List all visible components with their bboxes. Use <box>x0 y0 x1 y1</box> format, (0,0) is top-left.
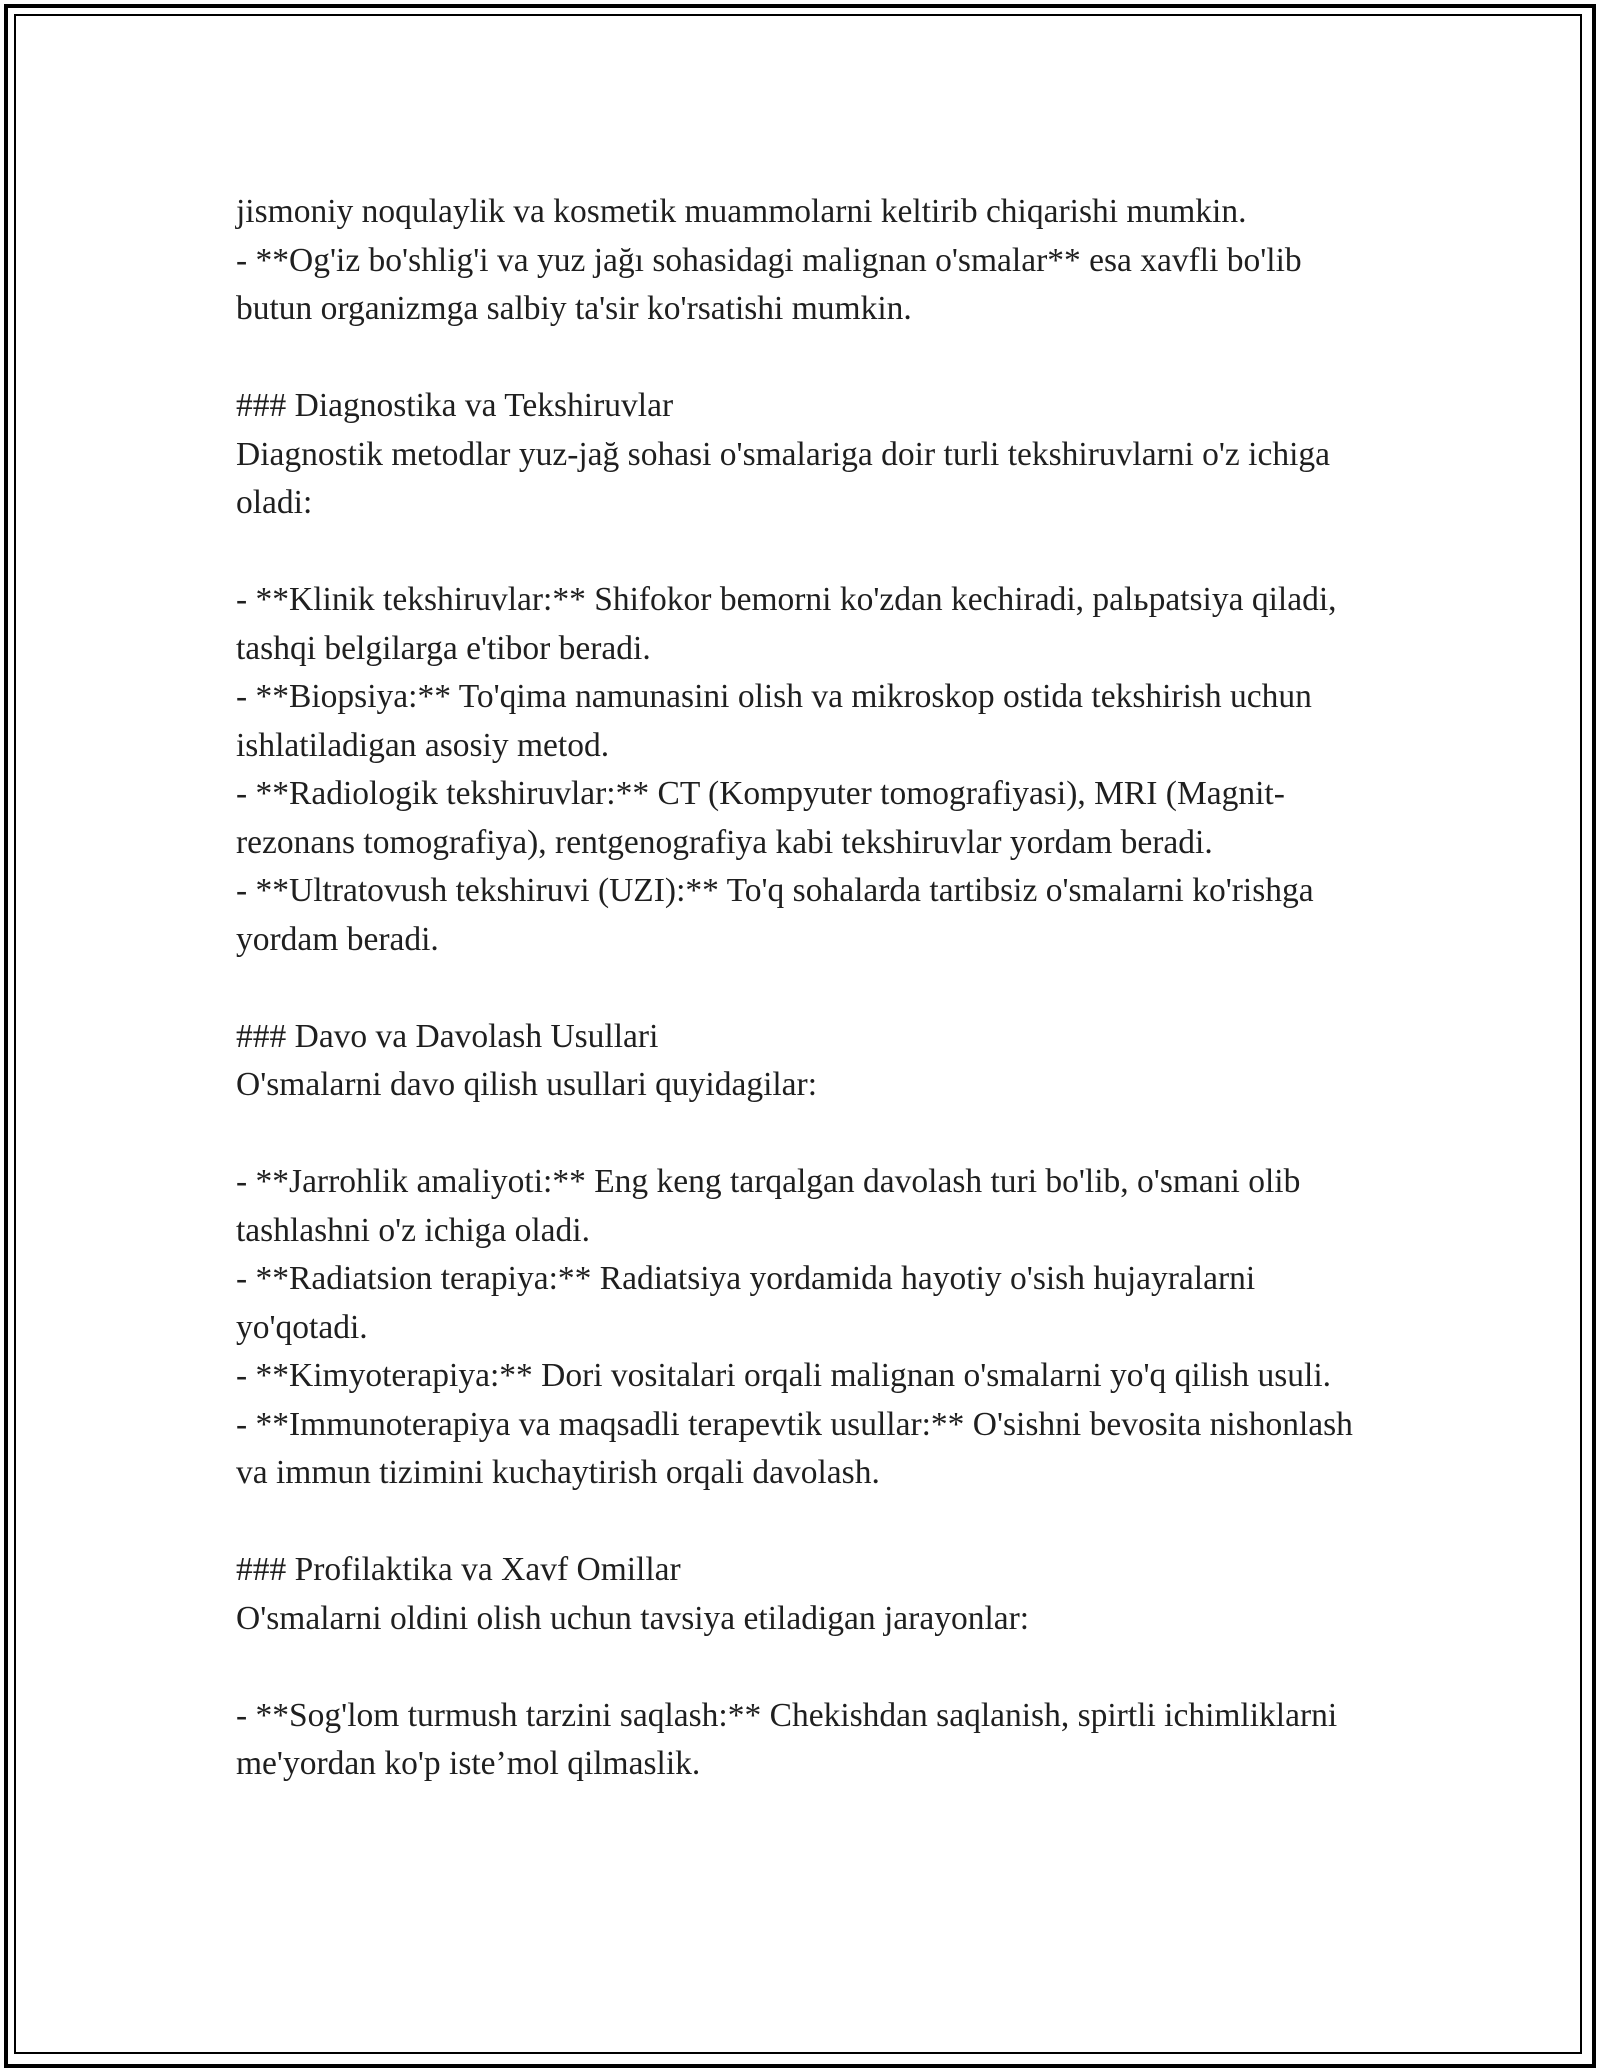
treatment-intro: O'smalarni davo qilish usullari quyidagilar: <box>236 1066 818 1103</box>
diagnostics-list-item: - **Radiologik tekshiruvlar:** CT (Kompyuter tomografiyasi), MRI (Magnit-rezonans tomografiya), rentgenografiya kabi tekshiruvlar yordam beradi. <box>236 775 1285 861</box>
intro-paragraph-1: jismoniy noqulaylik va kosmetik muammolarni keltirib chiqarishi mumkin. <box>236 193 1247 230</box>
treatment-list-item: - **Kimyoterapiya:** Dori vositalari orqali malignan o'smalarni yo'q qilish usuli. <box>236 1357 1332 1394</box>
diagnostics-intro: Diagnostik metodlar yuz-jağ sohasi o'smalariga doir turli tekshiruvlarni o'z ichiga oladi: <box>236 435 1339 521</box>
prevention-intro: O'smalarni oldini olish uchun tavsiya etiladigan jarayonlar: <box>236 1599 1030 1637</box>
paragraph-spacer <box>236 528 1376 577</box>
prevention-heading: ### Profilaktika va Xavf Omillar <box>236 1551 681 1588</box>
document-page <box>236 188 1376 1789</box>
paragraph-spacer <box>236 964 1376 1013</box>
diagnostics-list-item: - **Ultratovush tekshiruvi (UZI):** To'q sohalarda tartibsiz o'smalarni ko'rishga yordam beradi. <box>236 872 1322 958</box>
treatment-list-item: - **Jarrohlik amaliyoti:** Eng keng tarqalgan davolash turi bo'lib, o'smani olib tashlashni o'z ichiga oladi. <box>236 1163 1309 1249</box>
paragraph-spacer <box>236 1498 1376 1547</box>
treatment-list-item: - **Radiatsion terapiya:** Radiatsiya yordamida hayotiy o'sish hujayralarni yo'qotadi. <box>236 1260 1264 1346</box>
treatment-list-item: - **Immunoterapiya va maqsadli terapevtik usullar:** O'sishni bevosita nishonlash va immun tizimini kuchaytirish orqali davolash. <box>236 1405 1362 1491</box>
paragraph-spacer <box>236 1110 1376 1159</box>
diagnostics-list-item: - **Klinik tekshiruvlar:** Shifokor bemorni ko'zdan kechiradi, palьpatsiya qiladi, tashqi belgilarga e'tibor beradi. <box>236 581 1345 667</box>
intro-paragraph-2: - **Og'iz bo'shlig'i va yuz jağı sohasidagi malignan o'smalar** esa xavfli bo'lib butun organizmga salbiy ta'sir ko'rsatishi mumkin. <box>236 241 1311 327</box>
paragraph-spacer <box>236 1643 1376 1692</box>
treatment-heading: ### Davo va Davolash Usullari <box>236 1017 659 1055</box>
prevention-list-item: - **Sog'lom turmush tarzini saqlash:** Chekishdan saqlanish, spirtli ichimliklarni me'yordan ko'p iste’mol qilmaslik. <box>236 1696 1346 1782</box>
paragraph-spacer <box>236 334 1376 383</box>
diagnostics-list-item: - **Biopsiya:** To'qima namunasini olish va mikroskop ostida tekshirish uchun ishlatiladigan asosiy metod. <box>236 678 1321 764</box>
diagnostics-heading: ### Diagnostika va Tekshiruvlar <box>236 387 674 424</box>
